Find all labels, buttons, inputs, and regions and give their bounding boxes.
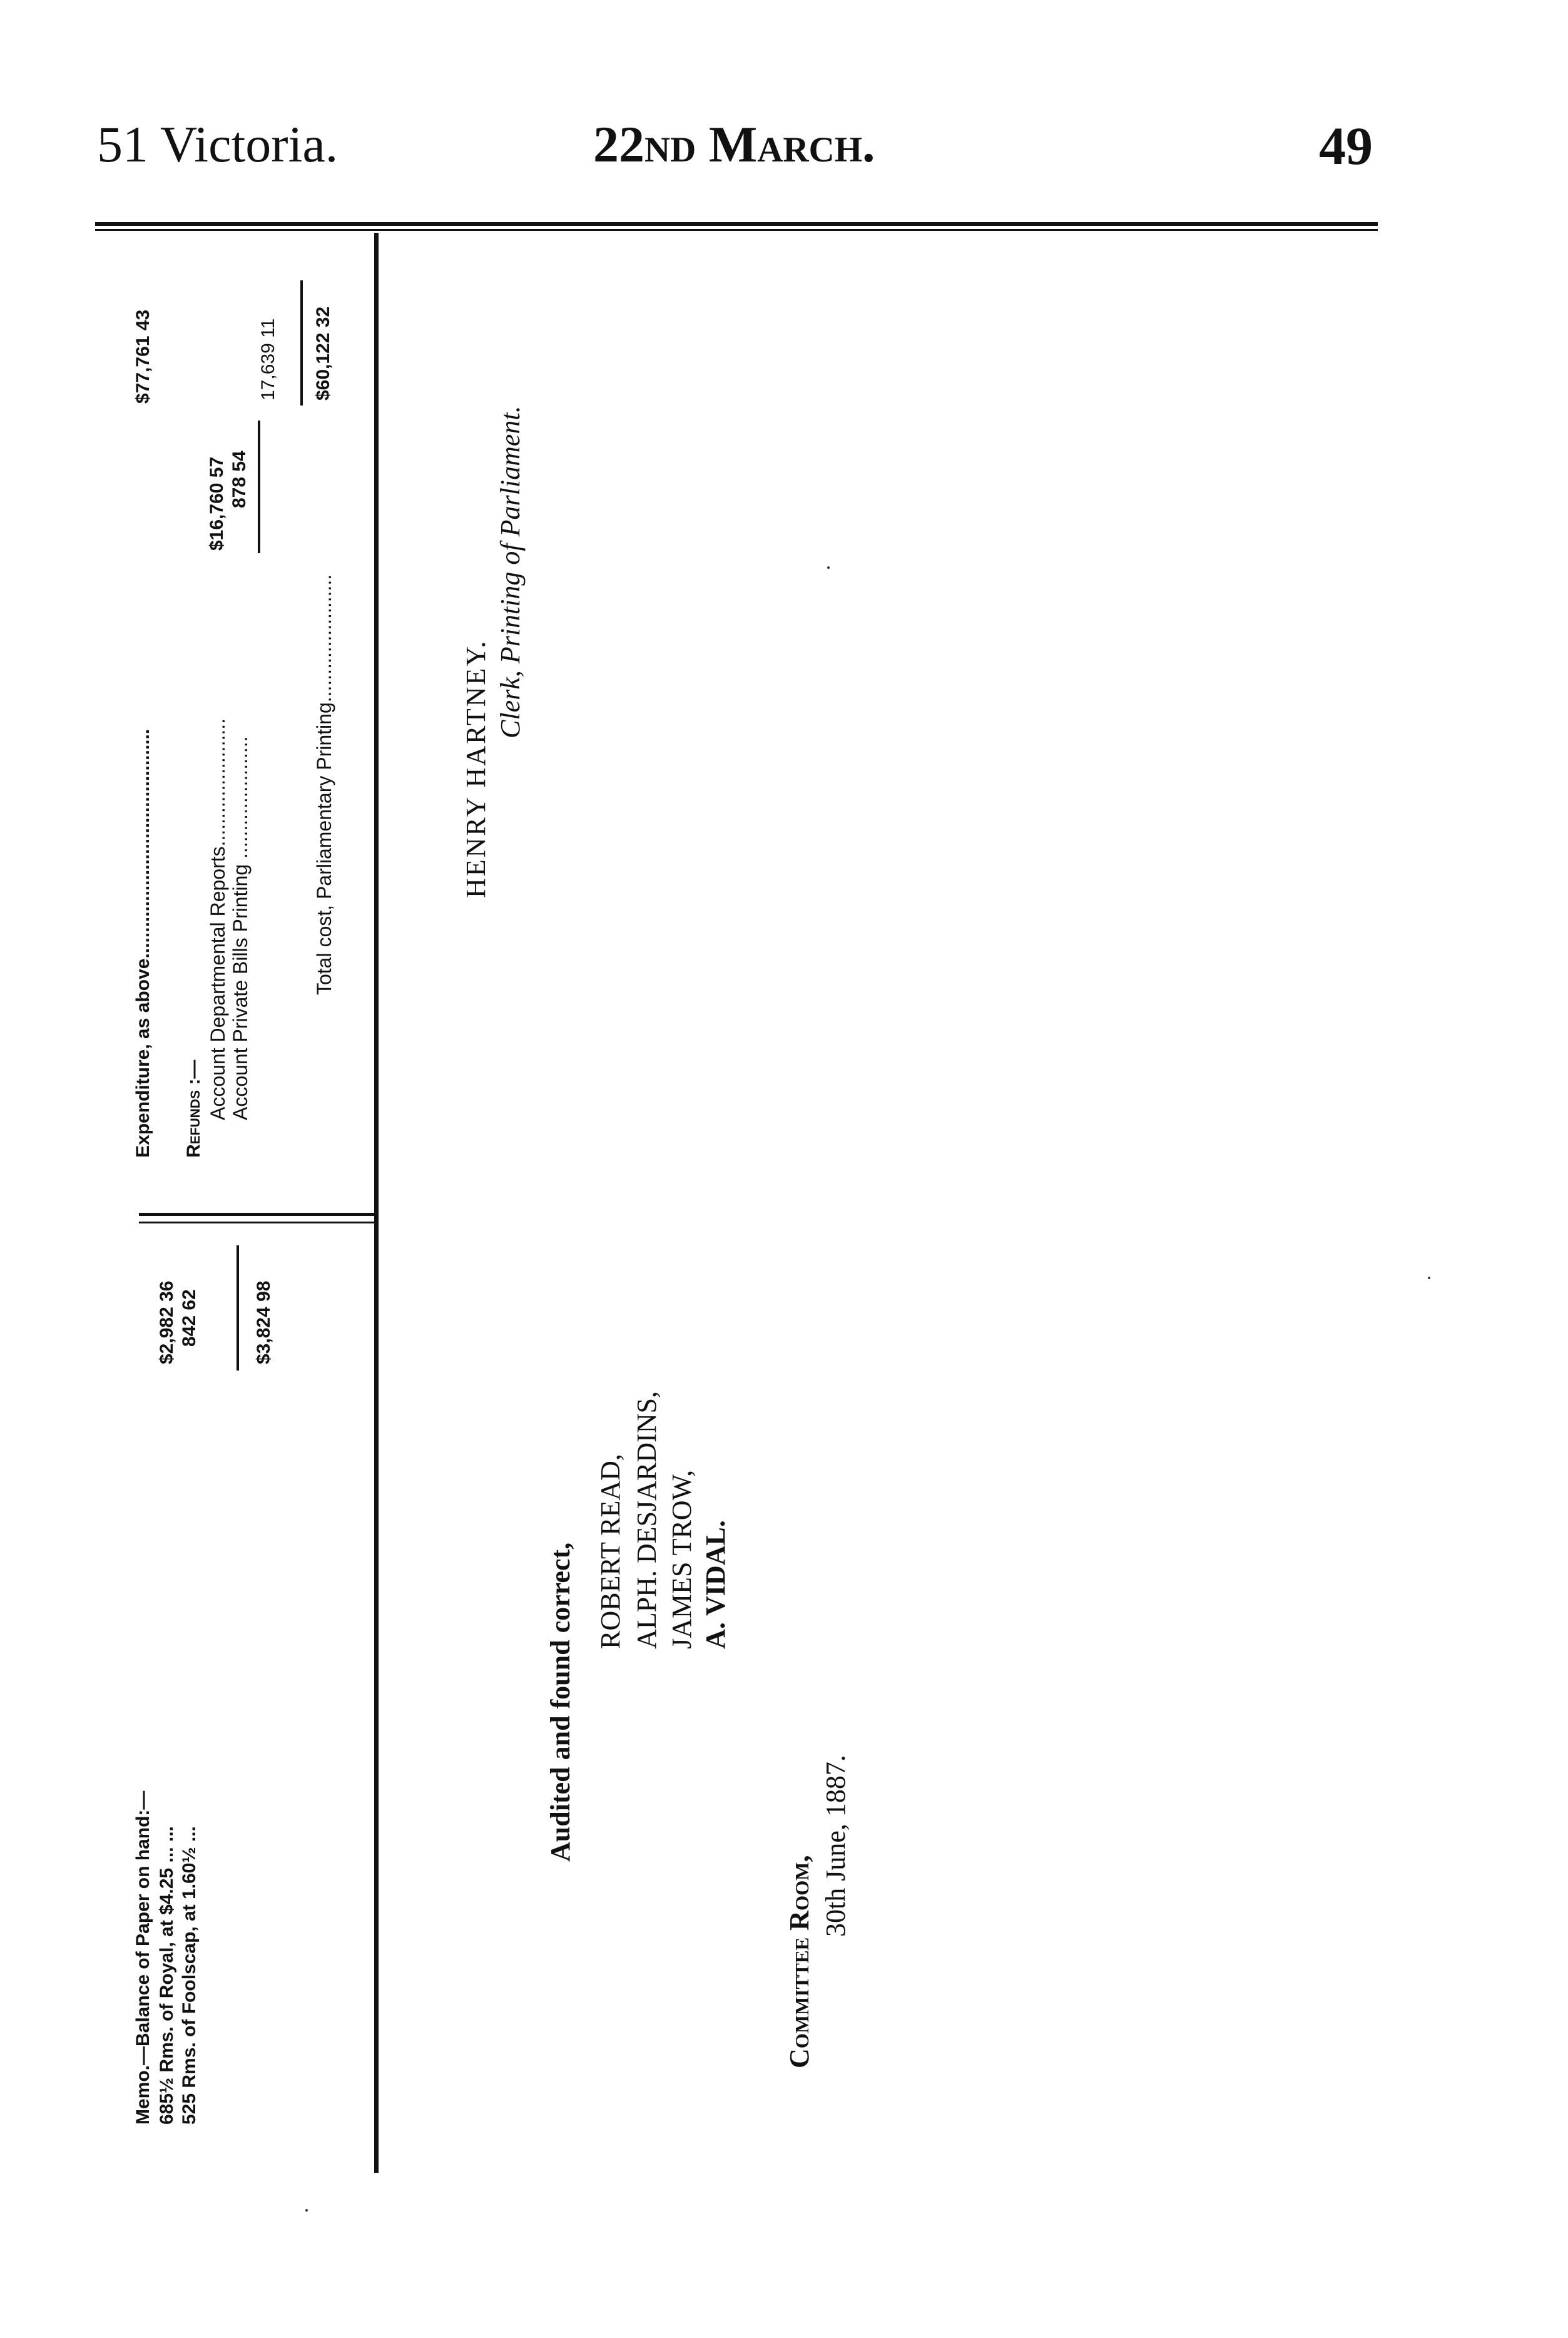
refund-departmental-label: Account Departmental Reports.......................	[206, 718, 229, 1120]
clerk-name: HENRY HARTNEY.	[461, 639, 491, 898]
refunds-label: Refunds :—	[183, 1059, 204, 1158]
auditor-name-2: ALPH. DESJARDINS,	[631, 1391, 662, 1649]
memo-heading: Memo.—Balance of Paper on hand:—	[133, 1790, 153, 2125]
refund-private-bills-label: Account Private Bills Printing ......................	[229, 736, 252, 1120]
auditor-name-3: JAMES TROW,	[666, 1469, 697, 1649]
memo-line-royal: 685½ Rms. of Royal, at $4.25 ... ...	[156, 1826, 177, 2125]
scan-speck	[1428, 1277, 1430, 1279]
auditor-name-4: A. VIDAL.	[700, 1520, 731, 1649]
running-head-session: 51 Victoria.	[97, 116, 339, 173]
expenditure-value: $77,761 43	[133, 309, 153, 404]
refund-departmental-value: $16,760 57	[206, 456, 227, 551]
total-cost-value: $60,122 32	[313, 306, 333, 401]
memo-total: $3,824 98	[253, 1280, 274, 1364]
auditor-name-1: ROBERT READ,	[595, 1454, 626, 1649]
page-number: 49	[1319, 116, 1373, 176]
committee-date: 30th June, 1887.	[820, 1755, 851, 1937]
memo-value-foolscap: 842 62	[179, 1289, 200, 1347]
header-rule	[95, 222, 1378, 231]
clerk-title: Clerk, Printing of Parliament.	[495, 406, 526, 738]
committee-room: Committee Room,	[784, 1855, 815, 2068]
refund-private-bills-value: 878 54	[229, 451, 250, 508]
refunds-total: 17,639 11	[258, 318, 278, 401]
table-divider-center-2	[139, 1222, 377, 1223]
audit-statement: Audited and found correct,	[545, 1542, 576, 1862]
scan-speck	[827, 566, 830, 569]
running-head-date: 22nd March.	[593, 116, 875, 173]
memo-line-foolscap: 525 Rms. of Foolscap, at 1.60½ ...	[179, 1826, 200, 2125]
grand-total-rule	[300, 280, 303, 406]
table-right-border	[374, 233, 379, 2173]
table-divider-center	[139, 1213, 377, 1216]
memo-total-rule	[237, 1245, 239, 1371]
memo-value-royal: $2,982 36	[156, 1280, 177, 1364]
expenditure-label: Expenditure, as above............................................	[133, 728, 153, 1158]
total-cost-label: Total cost, Parliamentary Printing.......................	[313, 574, 335, 995]
scan-speck	[305, 2209, 308, 2212]
refunds-subtotal-rule	[258, 421, 260, 553]
